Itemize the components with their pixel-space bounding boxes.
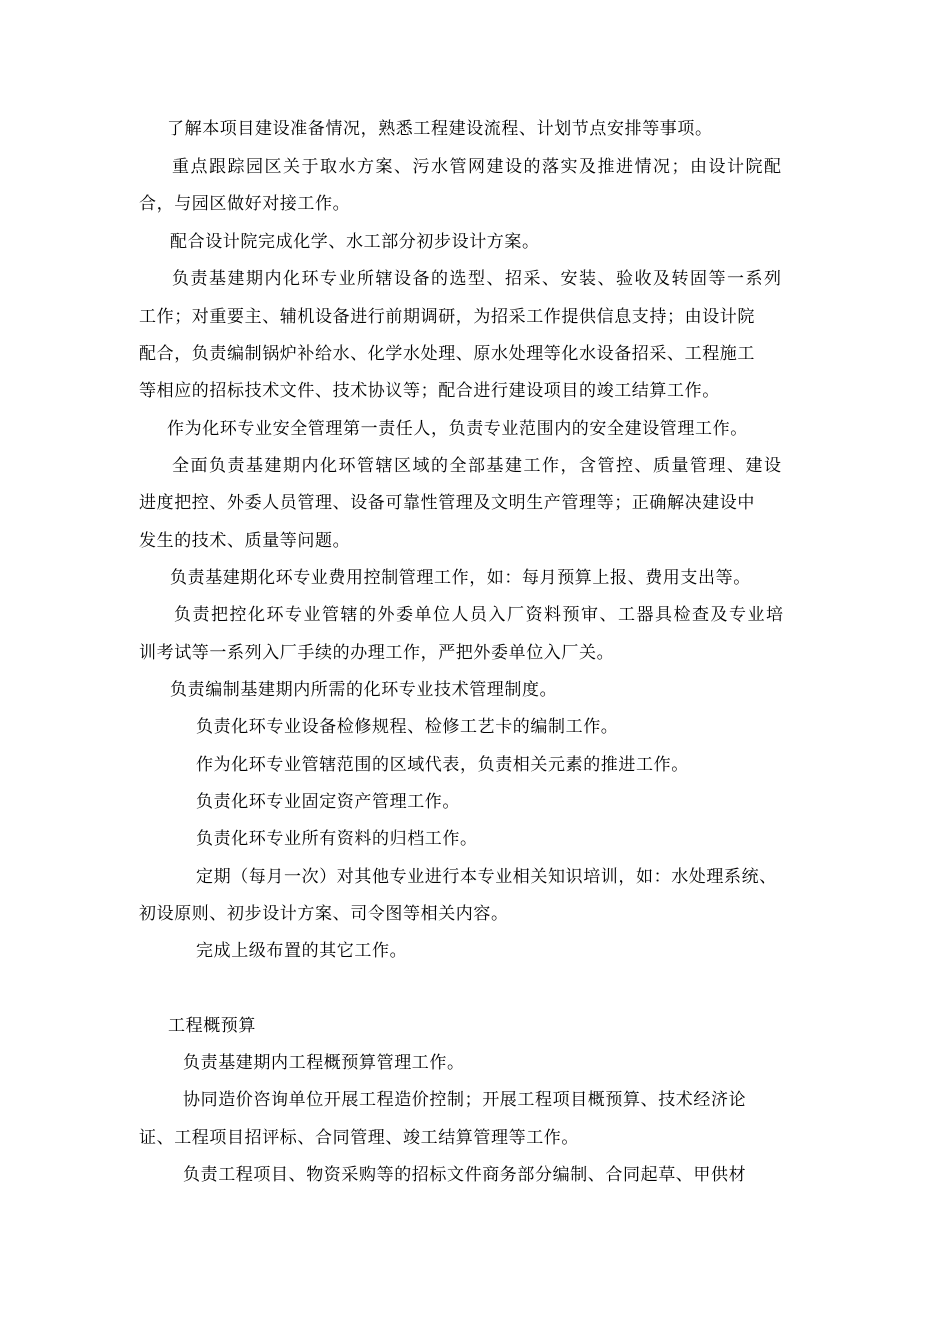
text-line: 配合，负责编制锅炉补给水、化学水处理、原水处理等化水设备招采、工程施工 [139,344,755,364]
text-line: 全面负责基建期内化环管辖区域的全部基建工作，含管控、质量管理、建设 [172,456,783,476]
text-line: 作为化环专业安全管理第一责任人，负责专业范围内的安全建设管理工作。 [167,419,748,439]
text-line: 定期（每月一次）对其他专业进行本专业相关知识培训，如：水处理系统、 [196,867,777,887]
section-heading: 工程概预算 [168,1016,256,1036]
text-line: 负责化环专业所有资料的归档工作。 [196,829,478,849]
text-line: 工作；对重要主、辅机设备进行前期调研，为招采工作提供信息支持；由设计院 [139,307,755,327]
text-line: 作为化环专业管辖范围的区域代表，负责相关元素的推进工作。 [196,755,689,775]
text-line: 负责基建期内工程概预算管理工作。 [183,1053,465,1073]
text-line: 负责化环专业设备检修规程、检修工艺卡的编制工作。 [196,717,619,737]
text-line: 合，与园区做好对接工作。 [139,194,351,214]
text-line: 负责化环专业固定资产管理工作。 [196,792,460,812]
text-line: 负责基建期化环专业费用控制管理工作，如：每月预算上报、费用支出等。 [170,568,751,588]
text-line: 重点跟踪园区关于取水方案、污水管网建设的落实及推进情况；由设计院配 [172,157,783,177]
text-line: 负责基建期内化环专业所辖设备的选型、招采、安装、验收及转固等一系列 [172,269,783,289]
text-line: 进度把控、外委人员管理、设备可靠性管理及文明生产管理等；正确解决建设中 [139,493,755,513]
text-line: 初设原则、初步设计方案、司令图等相关内容。 [139,904,509,924]
text-line: 发生的技术、质量等问题。 [139,531,351,551]
text-line: 训考试等一系列入厂手续的办理工作，严把外委单位入厂关。 [139,643,615,663]
text-line: 负责编制基建期内所需的化环专业技术管理制度。 [170,680,558,700]
text-line: 完成上级布置的其它工作。 [196,941,408,961]
text-line: 负责工程项目、物资采购等的招标文件商务部分编制、合同起草、甲供材 [183,1165,747,1185]
text-line: 负责把控化环专业管辖的外委单位人员入厂资料预审、工器具检查及专业培 [174,605,785,625]
text-line: 等相应的招标技术文件、技术协议等；配合进行建设项目的竣工结算工作。 [139,381,720,401]
text-line: 证、工程项目招评标、合同管理、竣工结算管理等工作。 [139,1128,579,1148]
text-line: 了解本项目建设准备情况，熟悉工程建设流程、计划节点安排等事项。 [167,119,713,139]
text-line: 配合设计院完成化学、水工部分初步设计方案。 [170,232,540,252]
text-line: 协同造价咨询单位开展工程造价控制；开展工程项目概预算、技术经济论 [183,1090,747,1110]
